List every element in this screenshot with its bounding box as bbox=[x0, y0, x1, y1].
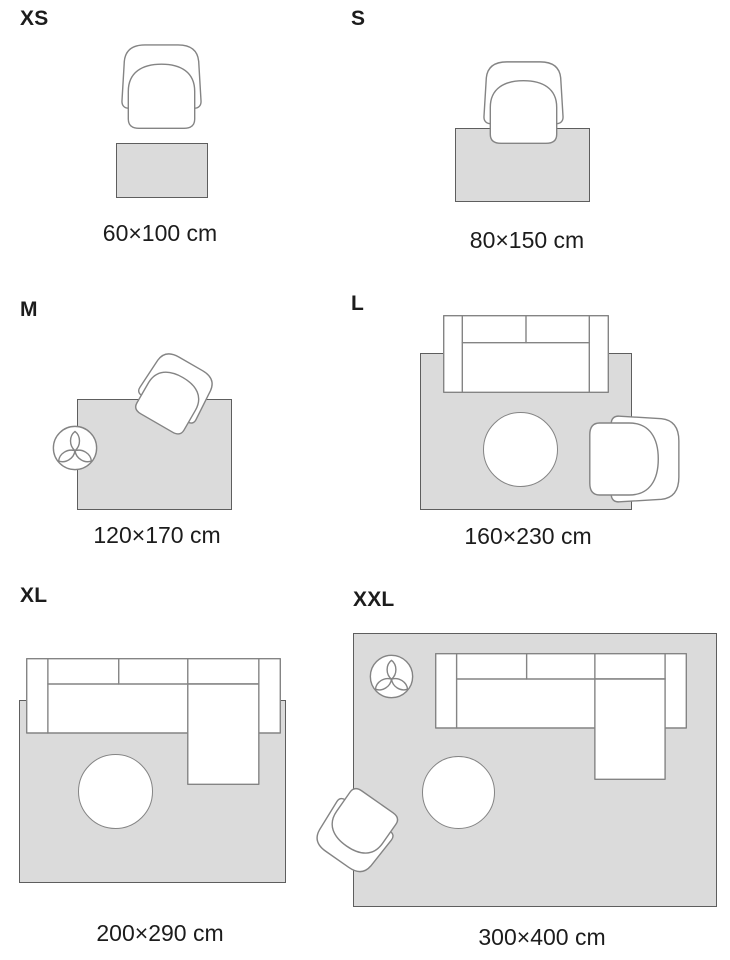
rug-xs bbox=[116, 143, 208, 198]
armchair-icon bbox=[120, 42, 203, 130]
dimension-label-s: 80×150 cm bbox=[469, 227, 585, 253]
armchair-icon bbox=[588, 414, 682, 504]
dimension-label-l: 160×230 cm bbox=[464, 523, 592, 549]
size-label-xl: XL bbox=[20, 584, 48, 607]
size-label-xxl: XXL bbox=[353, 588, 395, 611]
sofa-icon bbox=[443, 315, 609, 393]
round-table-icon bbox=[483, 412, 558, 487]
round-table-icon bbox=[422, 756, 495, 829]
sectional-sofa-icon bbox=[26, 658, 281, 785]
size-label-l: L bbox=[351, 292, 365, 315]
plant-icon bbox=[52, 425, 98, 471]
dimension-label-xl: 200×290 cm bbox=[96, 920, 224, 946]
round-table-icon bbox=[78, 754, 153, 829]
dimension-label-xs: 60×100 cm bbox=[102, 220, 218, 246]
size-label-xs: XS bbox=[20, 7, 49, 30]
size-label-m: M bbox=[20, 298, 38, 321]
armchair-icon bbox=[482, 59, 565, 145]
plant-icon bbox=[369, 654, 414, 699]
size-label-s: S bbox=[351, 7, 366, 30]
dimension-label-m: 120×170 cm bbox=[93, 522, 221, 548]
dimension-label-xxl: 300×400 cm bbox=[478, 924, 606, 950]
